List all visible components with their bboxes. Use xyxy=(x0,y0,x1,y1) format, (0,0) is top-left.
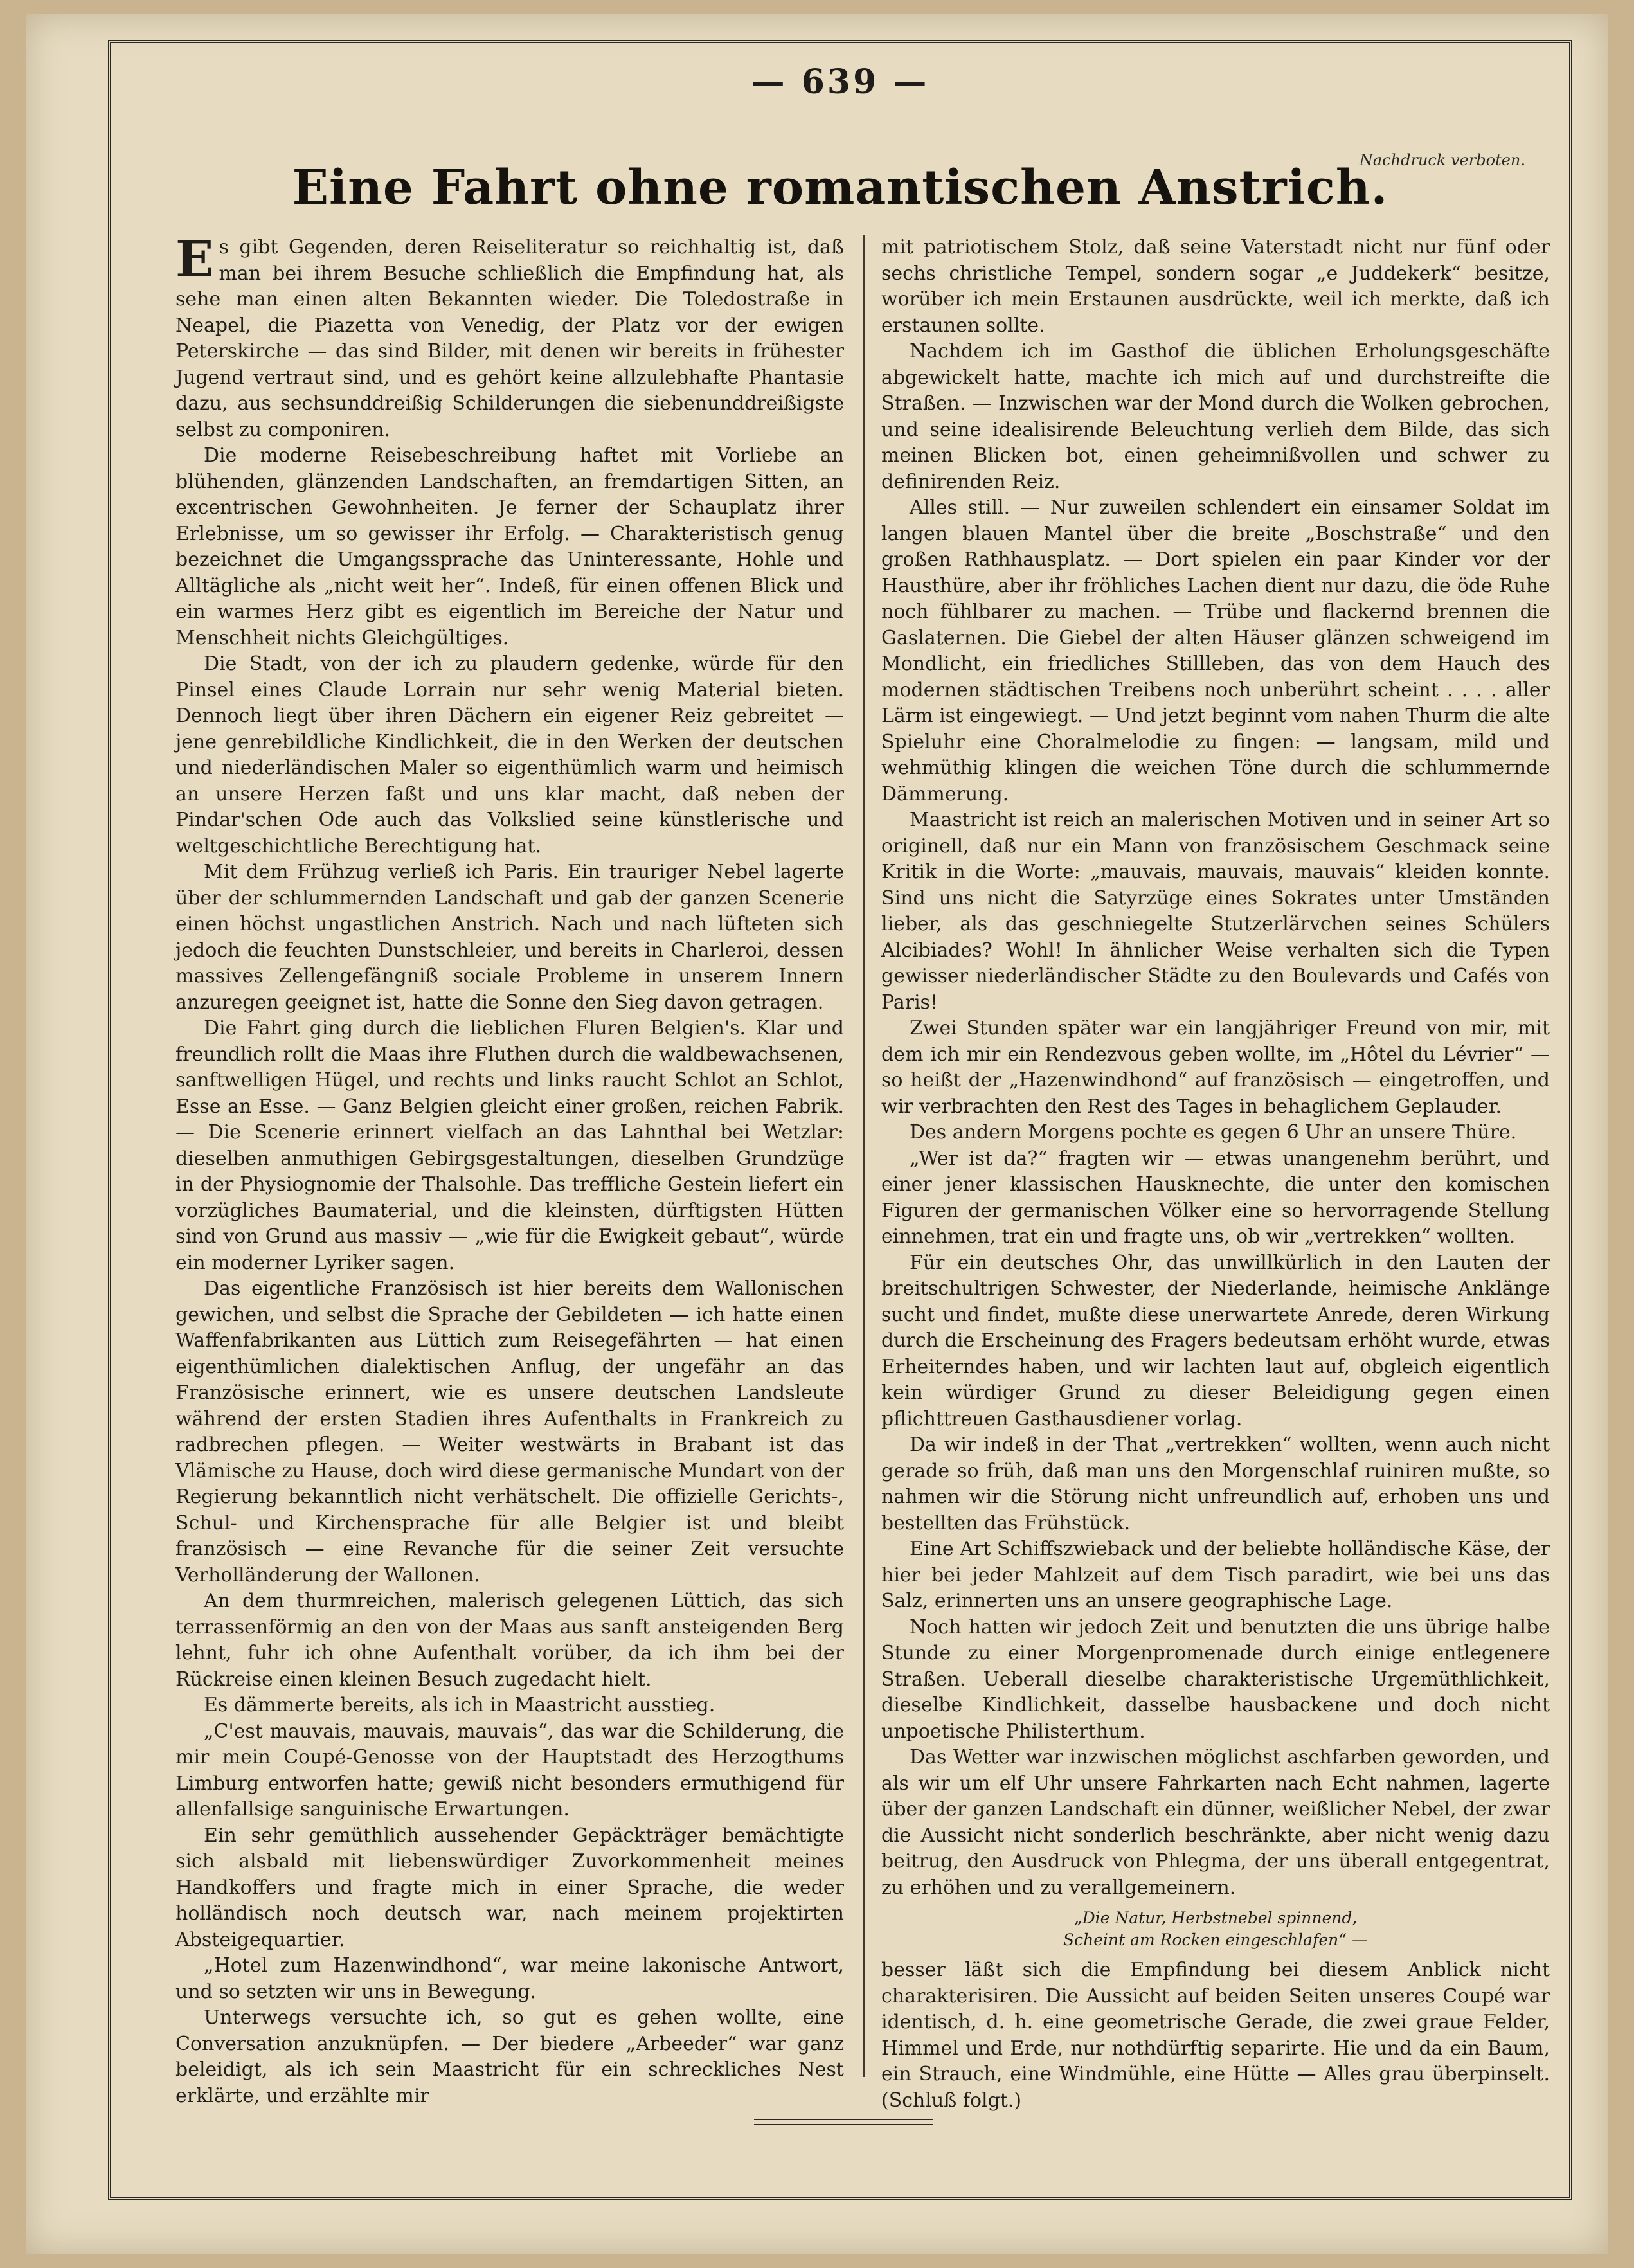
closing-rule xyxy=(754,2119,933,2125)
paragraph: Eine Art Schiffszwieback und der beliebte holländische Käse, der hier bei jeder Mahlzeit auf dem Tisch paradirt, wie bei uns das Salz, erinnerten uns an unsere geographische Lage. xyxy=(881,1538,1550,1612)
reprint-notice: Nachdruck verboten. xyxy=(1359,151,1525,169)
article-title: Eine Fahrt ohne romantischen Anstrich. xyxy=(292,160,1388,215)
page-number: — 639 — xyxy=(751,62,929,102)
newspaper-page xyxy=(26,14,1608,2254)
paragraph: Die Fahrt ging durch die lieblichen Fluren Belgien's. Klar und freundlich rollt die Maas ihre Fluthen durch die waldbewachsenen, sanftwelligen Hügel, und rechts und links raucht Schlot an Schlot, Esse an Esse. — Ganz Belgien gleicht einer großen, reichen Fabrik. — Die Scenerie erinnert vielfach an das Lahnthal bei Wetzlar: dieselben anmuthigen Gebirgsgestaltungen, dieselben Grundzüge in der Physiognomie der Thalsohle. Das treffliche Gestein liefert ein vorzügliches Baumaterial, und die kleinsten, dürftigsten Hütten sind von Grund aus massiv — „wie für die Ewigkeit gebaut“, würde ein moderner Lyriker sagen. xyxy=(175,1017,844,1274)
verse-line: Scheint am Rocken eingeschlafen“ — xyxy=(1063,1931,1368,1949)
paragraph: Mit dem Frühzug verließ ich Paris. Ein trauriger Nebel lagerte über der schlummernden Landschaft und gab der ganzen Scenerie einen höchst ungastlichen Anstrich. Nach und nach lüfteten sich jedoch die feuchten Dunstschleier, und bereits in Charleroi, dessen massives Zellengefängniß sociale Probleme in unserem Innern anzuregen geeignet ist, hatte die Sonne den Sieg davon getragen. xyxy=(175,861,844,1014)
drop-cap: E xyxy=(175,230,214,289)
paragraph: Maastricht ist reich an malerischen Motiven und in seiner Art so originell, daß nur ein Mann von französischem Geschmack seine Kritik in die Worte: „mauvais, mauvais, mauvais“ kleiden konnte. Sind uns nicht die Satyrzüge eines Sokrates unter Umständen lieber, als das geschniegelte Stutzerlärvchen seines Schülers Alcibiades? Wohl! In ähnlicher Weise verhalten sich die Typen gewisser niederländischer Städte zu den Boulevards und Cafés von Paris! xyxy=(881,809,1550,1014)
paragraph xyxy=(175,230,844,443)
left-column xyxy=(175,230,844,2109)
paragraph: besser läßt sich die Empfindung bei diesem Anblick nicht charakterisiren. Die Aussicht auf beiden Seiten unseres Coupé war identisch, d. h. eine geometrische Gerade, die zwei graue Felder, Himmel und Erde, nur nothdürftig separirte. Hie und da ein Baum, ein Strauch, eine Windmühle, eine Hütte — Alles grau überpinselt. (Schluß folgt.) xyxy=(881,1959,1550,2112)
paragraph: „C'est mauvais, mauvais, mauvais“, das war die Schilderung, die mir mein Coupé-Genosse von der Hauptstadt des Herzogthums Limburg entworfen hatte; gewiß nicht besonders ermuthigend für allenfallsige sanguinische Erwartungen. xyxy=(175,1720,844,1821)
paragraph: „Hotel zum Hazenwindhond“, war meine lakonische Antwort, und so setzten wir uns in Bewegung. xyxy=(175,1954,844,2003)
page-frame xyxy=(108,40,1572,2200)
paragraph: Das Wetter war inzwischen möglichst aschfarben geworden, und als wir um elf Uhr unsere Fahrkarten nach Echt nahmen, lagerte über der ganzen Landschaft ein dünner, weißlicher Nebel, der zwar die Aussicht nicht sonderlich beschränkte, aber nicht wenig dazu beitrug, den Ausdruck von Phlegma, der uns überall entgegentrat, zu erhöhen und zu verallgemeinern. xyxy=(881,1746,1550,1899)
paragraph: Da wir indeß in der That „vertrekken“ wollten, wenn auch nicht gerade so früh, daß man uns den Morgenschlaf ruiniren mußte, so nahmen wir die Störung nicht unfreundlich auf, erhoben uns und bestellten das Frühstück. xyxy=(881,1434,1550,1534)
paragraph: Ein sehr gemüthlich aussehender Gepäckträger bemächtigte sich alsbald mit liebenswürdiger Zuvorkommenheit meines Handkoffers und fragte mich in einer Sprache, die weder holländisch noch deutsch war, nach meinem projektirten Absteigequartier. xyxy=(175,1824,844,1951)
paragraph: Die moderne Reisebeschreibung haftet mit Vorliebe an blühenden, glänzenden Landschaften, an fremdartigen Sitten, an excentrischen Gewohnheiten. Je ferner der Schauplatz ihrer Erlebnisse, um so gewisser ihr Erfolg. — Charakteristisch genug bezeichnet die Umgangssprache das Uninteressante, Hohle und Alltägliche als „nicht weit her“. Indeß, für einen offenen Blick und ein warmes Herz gibt es eigentlich im Bereiche der Natur und Menschheit nichts Gleichgültiges. xyxy=(175,444,844,649)
column-divider xyxy=(863,235,865,2077)
right-column xyxy=(881,235,1550,2114)
paragraph: Zwei Stunden später war ein langjähriger Freund von mir, mit dem ich mir ein Rendezvous geben wollte, im „Hôtel du Lévrier“ — so heißt der „Hazenwindhond“ auf französisch — eingetroffen, und wir verbrachten den Rest des Tages in behaglichem Geplauder. xyxy=(881,1017,1550,1118)
verse-line: „Die Natur, Herbstnebel spinnend, xyxy=(1073,1909,1358,1927)
paragraph: Nachdem ich im Gasthof die üblichen Erholungsgeschäfte abgewickelt hatte, machte ich mich auf und durchstreifte die Straßen. — Inzwischen war der Mond durch die Wolken gebrochen, und seine idealisirende Beleuchtung verlieh dem Bilde, das sich meinen Blicken bot, einen geheimnißvollen und schwer zu definirenden Reiz. xyxy=(881,340,1550,493)
verse-quote xyxy=(881,1907,1550,1951)
paragraph: Unterwegs versuchte ich, so gut es gehen wollte, eine Conversation anzuknüpfen. — Der biedere „Arbeeder“ war ganz beleidigt, als ich sein Maastricht für ein schreckliches Nest erklärte, und erzählte mir xyxy=(175,2006,844,2107)
paragraph: mit patriotischem Stolz, daß seine Vaterstadt nicht nur fünf oder sechs christliche Tempel, sondern sogar „e Juddekerk“ besitze, worüber ich mein Erstaunen ausdrückte, weil ich merkte, daß ich erstaunen sollte. xyxy=(881,236,1550,337)
paragraph: An dem thurmreichen, malerisch gelegenen Lüttich, das sich terrassenförmig an den von der Maas aus sanft ansteigenden Berg lehnt, fuhr ich ohne Aufenthalt vorüber, da ich ihm bei der Rückreise einen kleinen Besuch zugedacht hielt. xyxy=(175,1590,844,1691)
paragraph: Für ein deutsches Ohr, das unwillkürlich in den Lauten der breitschultrigen Schwester, der Niederlande, heimische Anklänge sucht und findet, mußte diese unerwartete Anrede, deren Wirkung durch die Erscheinung des Fragers bedeutsam erhöht wurde, etwas Erheiterndes haben, und wir lachten laut auf, obgleich eigentlich kein würdiger Grund zu dieser Beleidigung gegen einen pflichttreuen Gasthausdiener vorlag. xyxy=(881,1251,1550,1430)
paragraph: Des andern Morgens pochte es gegen 6 Uhr an unsere Thüre. xyxy=(910,1121,1517,1144)
paragraph-text: s gibt Gegenden, deren Reiseliteratur so reichhaltig ist, daß man bei ihrem Besuche schließlich die Empfindung hat, als sehe man einen alten Bekannten wieder. Die Toledostraße in Neapel, die Piazetta von Venedig, der Platz vor der ewigen Peterskirche — das sind Bilder, mit denen wir bereits in frühester Jugend vertraut sind, und es gehört keine allzulebhafte Phantasie dazu, aus sechsunddreißig Schilderungen die siebenunddreißigste selbst zu componiren. xyxy=(175,236,844,441)
paragraph: Alles still. — Nur zuweilen schlendert ein einsamer Soldat im langen blauen Mantel über die breite „Boschstraße“ und den großen Rathhausplatz. — Dort spielen ein paar Kinder vor der Hausthüre, aber ihr fröhliches Lachen dient nur dazu, die öde Ruhe noch fühlbarer zu machen. — Trübe und flackernd brennen die Gaslaternen. Die Giebel der alten Häuser glänzen schweigend im Mondlicht, ein friedliches Stillleben, das von dem Hauch des modernen städtischen Treibens noch unberührt scheint . . . . aller Lärm ist eingewiegt. — Und jetzt beginnt vom nahen Thurm die alte Spieluhr eine Choralmelodie zu fingen: — langsam, mild und wehmüthig klingen die weichen Töne durch die schlummernde Dämmerung. xyxy=(881,496,1550,806)
paragraph: Die Stadt, von der ich zu plaudern gedenke, würde für den Pinsel eines Claude Lorrain nur sehr wenig Material bieten. Dennoch liegt über ihren Dächern ein eigener Reiz gebreitet — jene genrebildliche Kindlichkeit, die in den Werken der deutschen und niederländischen Maler so eigenthümlich warm und heimisch an unsere Herzen faßt und uns klar macht, daß neben der Pindar'schen Ode auch das Volkslied seine künstlerische und weltgeschichtliche Berechtigung hat. xyxy=(175,652,844,858)
paragraph: Das eigentliche Französisch ist hier bereits dem Wallonischen gewichen, und selbst die Sprache der Gebildeten — ich hatte einen Waffenfabrikanten aus Lüttich zum Reisegefährten — hat einen eigenthümlichen dialektischen Anflug, der ungefähr an das Französische erinnert, wie es unsere deutschen Landsleute während der ersten Stadien ihres Aufenthalts in Frankreich zu radbrechen pflegen. — Weiter westwärts in Brabant ist das Vlämische zu Hause, doch wird diese germanische Mundart von der Regierung bekanntlich nicht verhätschelt. Die offizielle Gerichts-, Schul- und Kirchensprache für alle Belgier ist und bleibt französisch — eine Revanche für die seiner Zeit versuchte Verholländerung der Wallonen. xyxy=(175,1277,844,1587)
paragraph: Noch hatten wir jedoch Zeit und benutzten die uns übrige halbe Stunde zu einer Morgenpromenade durch einige entlegenere Straßen. Ueberall dieselbe charakteristische Urgemüthlichkeit, dieselbe Kindlichkeit, dasselbe hausbackene und doch nicht unpoetische Philisterthum. xyxy=(881,1616,1550,1743)
paragraph: „Wer ist da?“ fragten wir — etwas unangenehm berührt, und einer jener klassischen Hausknechte, die unter den komischen Figuren der germanischen Völker eine so hervorragende Stellung einnehmen, trat ein und fragte uns, ob wir „vertrekken“ wollten. xyxy=(881,1147,1550,1248)
paragraph: Es dämmerte bereits, als ich in Maastricht ausstieg. xyxy=(204,1694,715,1716)
